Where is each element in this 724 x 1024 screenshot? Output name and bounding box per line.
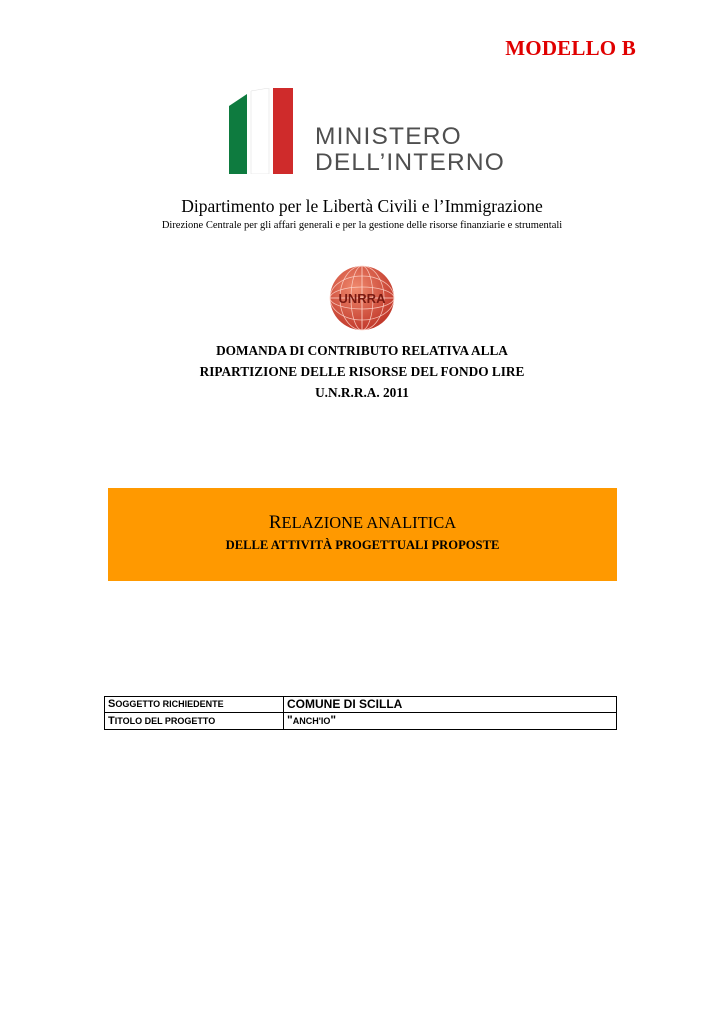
project-title-value: "ANCH'IO"	[284, 713, 617, 730]
project-info-table	[104, 696, 617, 730]
direction-name: Direzione Centrale per gli affari generali e per la gestione delle risorse finanziarie e strumentali	[161, 220, 563, 231]
ministry-logo	[221, 82, 506, 178]
modello-label: MODELLO B	[505, 36, 636, 60]
seal-text: UNRRA	[338, 291, 386, 306]
banner-line-2: DELLE ATTIVITÀ PROGETTUALI PROPOSTE	[225, 538, 500, 552]
application-title-line-1: DOMANDA DI CONTRIBUTO RELATIVA ALLA	[216, 343, 508, 358]
table-row	[105, 697, 617, 713]
application-title-line-3: U.N.R.R.A. 2011	[315, 385, 409, 400]
project-title-label: TITOLO DEL PROGETTO	[105, 713, 284, 730]
banner-line-1-initial: R	[268, 512, 282, 533]
report-banner	[108, 488, 617, 581]
application-title-line-2: RIPARTIZIONE DELLE RISORSE DEL FONDO LIRE	[199, 364, 525, 379]
logo-line-2: DELL’INTERNO	[315, 149, 506, 176]
banner-line-1-rest: ELAZIONE ANALITICA	[281, 513, 457, 532]
department-name: Dipartimento per le Libertà Civili e l’Immigrazione	[181, 196, 543, 216]
italian-flag-icon	[229, 88, 297, 174]
banner-line-1	[108, 512, 617, 534]
application-title	[0, 340, 724, 403]
table-row	[105, 713, 617, 730]
applicant-value: COMUNE DI SCILLA	[284, 697, 617, 713]
unrra-seal-icon	[329, 265, 395, 331]
applicant-label: SOGGETTO RICHIEDENTE	[105, 697, 284, 713]
logo-line-1: MINISTERO	[315, 123, 462, 150]
